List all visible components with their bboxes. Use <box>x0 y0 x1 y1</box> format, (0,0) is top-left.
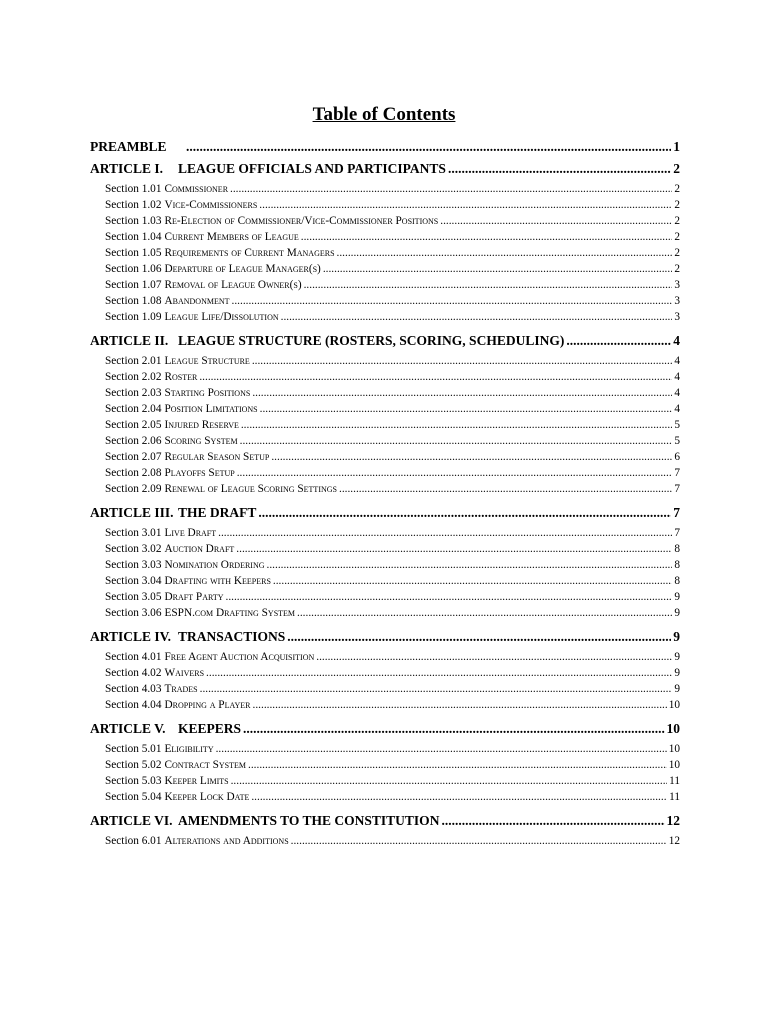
toc-section-entry[interactable] <box>90 199 680 215</box>
dot-leader <box>301 231 673 243</box>
page-number: 9 <box>673 629 680 644</box>
toc-section-entry[interactable] <box>90 451 680 467</box>
page-number: 7 <box>674 527 680 539</box>
dot-leader <box>200 683 673 695</box>
page-number: 7 <box>674 483 680 495</box>
section-number: Section 5.03 <box>105 775 162 787</box>
toc-section-entry[interactable] <box>90 435 680 451</box>
section-number: Section 2.02 <box>105 371 162 383</box>
dot-leader <box>287 629 671 645</box>
page-number: 2 <box>674 231 680 243</box>
section-number: Section 5.04 <box>105 791 162 803</box>
section-title: Position Limitations <box>164 403 258 415</box>
page-number: 11 <box>669 775 680 787</box>
page-number: 3 <box>674 279 680 291</box>
toc-section-entry[interactable] <box>90 575 680 591</box>
section-number: Section 4.01 <box>105 651 162 663</box>
page-number: 5 <box>674 419 680 431</box>
dot-leader <box>297 607 672 619</box>
page-number: 2 <box>674 247 680 259</box>
dot-leader <box>260 403 673 415</box>
section-number: Section 4.04 <box>105 699 162 711</box>
section-title: Drafting with Keepers <box>164 575 271 587</box>
toc-section-entry[interactable] <box>90 743 680 759</box>
section-number: Section 5.01 <box>105 743 162 755</box>
toc-section-entry[interactable] <box>90 527 680 543</box>
dot-leader <box>186 139 671 155</box>
section-number: Section 1.07 <box>105 279 162 291</box>
section-title: Trades <box>164 683 198 695</box>
dot-leader <box>273 575 672 587</box>
dot-leader <box>259 199 672 211</box>
dot-leader <box>230 183 672 195</box>
dot-leader <box>566 333 671 349</box>
section-number: Section 1.05 <box>105 247 162 259</box>
section-title: Live Draft <box>164 527 217 539</box>
toc-section-entry[interactable] <box>90 791 680 807</box>
section-number: Section 4.03 <box>105 683 162 695</box>
section-number: Section 1.06 <box>105 263 162 275</box>
section-title: Playoffs Setup <box>164 467 235 479</box>
section-number: Section 1.03 <box>105 215 162 227</box>
article-title: LEAGUE OFFICIALS AND PARTICIPANTS <box>178 161 446 176</box>
article-title: THE DRAFT <box>178 505 257 520</box>
toc-section-entry[interactable] <box>90 775 680 791</box>
article-title: LEAGUE STRUCTURE (ROSTERS, SCORING, SCHEDULING) <box>178 333 565 348</box>
toc-section-entry[interactable] <box>90 467 680 483</box>
section-number: Section 3.02 <box>105 543 162 555</box>
page-number: 4 <box>674 403 680 415</box>
dot-leader <box>337 247 673 259</box>
section-number: Section 3.05 <box>105 591 162 603</box>
page-number: 2 <box>673 161 680 176</box>
section-number: Section 2.05 <box>105 419 162 431</box>
dot-leader <box>291 835 667 847</box>
article-number: ARTICLE V. <box>90 721 166 736</box>
page-number: 12 <box>668 835 680 847</box>
article-title: TRANSACTIONS <box>178 629 286 644</box>
page-number: 7 <box>674 467 680 479</box>
section-title: Roster <box>164 371 198 383</box>
section-title: Scoring System <box>164 435 238 447</box>
section-title: Departure of League Manager(s) <box>164 263 321 275</box>
dot-leader <box>251 791 667 803</box>
section-title: League Life/Dissolution <box>164 311 279 323</box>
dot-leader <box>206 667 672 679</box>
page-number: 2 <box>674 183 680 195</box>
toc-section-entry[interactable] <box>90 759 680 775</box>
section-number: Section 1.08 <box>105 295 162 307</box>
toc-section-entry[interactable] <box>90 403 680 419</box>
dot-leader <box>304 279 673 291</box>
section-title: Re-Election of Commissioner/Vice-Commissioner Positions <box>164 215 439 227</box>
section-title: Nomination Ordering <box>164 559 265 571</box>
toc-section-entry[interactable] <box>90 607 680 623</box>
dot-leader <box>253 699 667 711</box>
toc-article-entry[interactable] <box>90 333 680 349</box>
page-number: 3 <box>674 295 680 307</box>
dot-leader <box>199 371 672 383</box>
page-number: 5 <box>674 435 680 447</box>
section-number: Section 2.03 <box>105 387 162 399</box>
section-title: Eligibility <box>164 743 214 755</box>
article-title: AMENDMENTS TO THE CONSTITUTION <box>178 813 440 828</box>
article-number: ARTICLE III. <box>90 505 174 520</box>
dot-leader <box>271 451 672 463</box>
page-number: 10 <box>668 699 680 711</box>
section-number: Section 3.06 <box>105 607 162 619</box>
section-title: Auction Draft <box>164 543 235 555</box>
section-title: Draft Party <box>164 591 224 603</box>
page-number: 12 <box>666 813 680 828</box>
section-title: Keeper Lock Date <box>164 791 250 803</box>
toc-article-entry[interactable] <box>90 505 680 521</box>
dot-leader <box>243 721 664 737</box>
page-number: 8 <box>674 543 680 555</box>
dot-leader <box>240 435 673 447</box>
article-number: ARTICLE I. <box>90 161 164 176</box>
page-number: 8 <box>674 575 680 587</box>
dot-leader <box>232 295 673 307</box>
dot-leader <box>258 505 671 521</box>
dot-leader <box>231 775 668 787</box>
dot-leader <box>323 263 673 275</box>
article-number: ARTICLE VI. <box>90 813 173 828</box>
section-title: Commissioner <box>164 183 229 195</box>
dot-leader <box>441 813 664 829</box>
toc-section-entry[interactable] <box>90 651 680 667</box>
toc-section-entry[interactable] <box>90 387 680 403</box>
section-number: Section 2.07 <box>105 451 162 463</box>
toc-section-entry[interactable] <box>90 371 680 387</box>
section-number: Section 3.04 <box>105 575 162 587</box>
page-number: 4 <box>673 333 680 348</box>
section-title: Regular Season Setup <box>164 451 270 463</box>
section-title: Starting Positions <box>164 387 251 399</box>
dot-leader <box>252 355 673 367</box>
section-title: Abandonment <box>164 295 230 307</box>
page-number: 9 <box>674 591 680 603</box>
section-number: Section 1.09 <box>105 311 162 323</box>
toc-section-entry[interactable] <box>90 419 680 435</box>
dot-leader <box>316 651 672 663</box>
article-number: ARTICLE IV. <box>90 629 172 644</box>
page-number: 11 <box>669 791 680 803</box>
section-title: Keeper Limits <box>164 775 229 787</box>
page-number: 9 <box>674 667 680 679</box>
page-number: 1 <box>673 139 680 154</box>
page-number: 2 <box>674 263 680 275</box>
section-number: Section 2.04 <box>105 403 162 415</box>
section-title: Current Members of League <box>164 231 299 243</box>
toc-section-entry[interactable] <box>90 183 680 199</box>
section-number: Section 5.02 <box>105 759 162 771</box>
toc-section-entry[interactable] <box>90 835 680 851</box>
section-number: Section 4.02 <box>105 667 162 679</box>
toc-section-entry[interactable] <box>90 311 680 327</box>
article-number: ARTICLE II. <box>90 333 169 348</box>
section-number: Section 2.08 <box>105 467 162 479</box>
section-number: Section 2.01 <box>105 355 162 367</box>
dot-leader <box>281 311 673 323</box>
toc-section-entry[interactable] <box>90 295 680 311</box>
page-number: 2 <box>674 215 680 227</box>
section-title: Dropping a Player <box>164 699 251 711</box>
toc-section-entry[interactable] <box>90 667 680 683</box>
page-number: 3 <box>674 311 680 323</box>
page-number: 9 <box>674 651 680 663</box>
dot-leader <box>248 759 667 771</box>
section-title: Contract System <box>164 759 247 771</box>
toc-article-entry[interactable] <box>90 813 680 829</box>
page-number: 8 <box>674 559 680 571</box>
dot-leader <box>267 559 673 571</box>
section-title: Vice-Commissioners <box>164 199 258 211</box>
toc-section-entry[interactable] <box>90 483 680 499</box>
toc-section-entry[interactable] <box>90 591 680 607</box>
page-number: 10 <box>668 759 680 771</box>
section-title: Removal of League Owner(s) <box>164 279 302 291</box>
toc-article-entry[interactable] <box>90 161 680 177</box>
section-title: Alterations and Additions <box>164 835 289 847</box>
page-number: 9 <box>674 607 680 619</box>
page-number: 2 <box>674 199 680 211</box>
section-number: Section 1.04 <box>105 231 162 243</box>
dot-leader <box>448 161 671 177</box>
toc-section-entry[interactable] <box>90 683 680 699</box>
dot-leader <box>440 215 672 227</box>
table-of-contents <box>90 136 680 851</box>
page-number: 4 <box>674 387 680 399</box>
page-number: 7 <box>673 505 680 520</box>
toc-section-entry[interactable] <box>90 559 680 575</box>
dot-leader <box>216 743 667 755</box>
toc-section-entry[interactable] <box>90 543 680 559</box>
toc-section-entry[interactable] <box>90 355 680 371</box>
toc-section-entry[interactable] <box>90 231 680 247</box>
section-title: ESPN.com Drafting System <box>164 607 296 619</box>
section-number: Section 1.02 <box>105 199 162 211</box>
toc-section-entry[interactable] <box>90 215 680 231</box>
dot-leader <box>237 467 673 479</box>
section-title: Free Agent Auction Acquisition <box>164 651 315 663</box>
page-title: Table of Contents <box>312 104 456 125</box>
page-number: 10 <box>668 743 680 755</box>
dot-leader <box>252 387 672 399</box>
dot-leader <box>339 483 672 495</box>
section-title: Requirements of Current Managers <box>164 247 335 259</box>
section-title: Injured Reserve <box>164 419 239 431</box>
page-number: 4 <box>674 355 680 367</box>
section-number: Section 3.01 <box>105 527 162 539</box>
page-number: 6 <box>674 451 680 463</box>
article-title: KEEPERS <box>178 721 242 736</box>
section-number: Section 6.01 <box>105 835 162 847</box>
dot-leader <box>241 419 672 431</box>
dot-leader <box>236 543 672 555</box>
section-number: Section 1.01 <box>105 183 162 195</box>
toc-article-entry[interactable] <box>90 629 680 645</box>
dot-leader <box>226 591 673 603</box>
toc-article-entry[interactable] <box>90 139 680 155</box>
page-number: 9 <box>674 683 680 695</box>
section-title: League Structure <box>164 355 250 367</box>
dot-leader <box>218 527 672 539</box>
article-number: PREAMBLE <box>90 139 167 154</box>
toc-section-entry[interactable] <box>90 247 680 263</box>
toc-section-entry[interactable] <box>90 279 680 295</box>
toc-article-entry[interactable] <box>90 721 680 737</box>
toc-section-entry[interactable] <box>90 263 680 279</box>
section-title: Waivers <box>164 667 205 679</box>
toc-section-entry[interactable] <box>90 699 680 715</box>
page-number: 10 <box>666 721 680 736</box>
section-number: Section 2.09 <box>105 483 162 495</box>
section-number: Section 3.03 <box>105 559 162 571</box>
section-title: Renewal of League Scoring Settings <box>164 483 337 495</box>
section-number: Section 2.06 <box>105 435 162 447</box>
page-number: 4 <box>674 371 680 383</box>
